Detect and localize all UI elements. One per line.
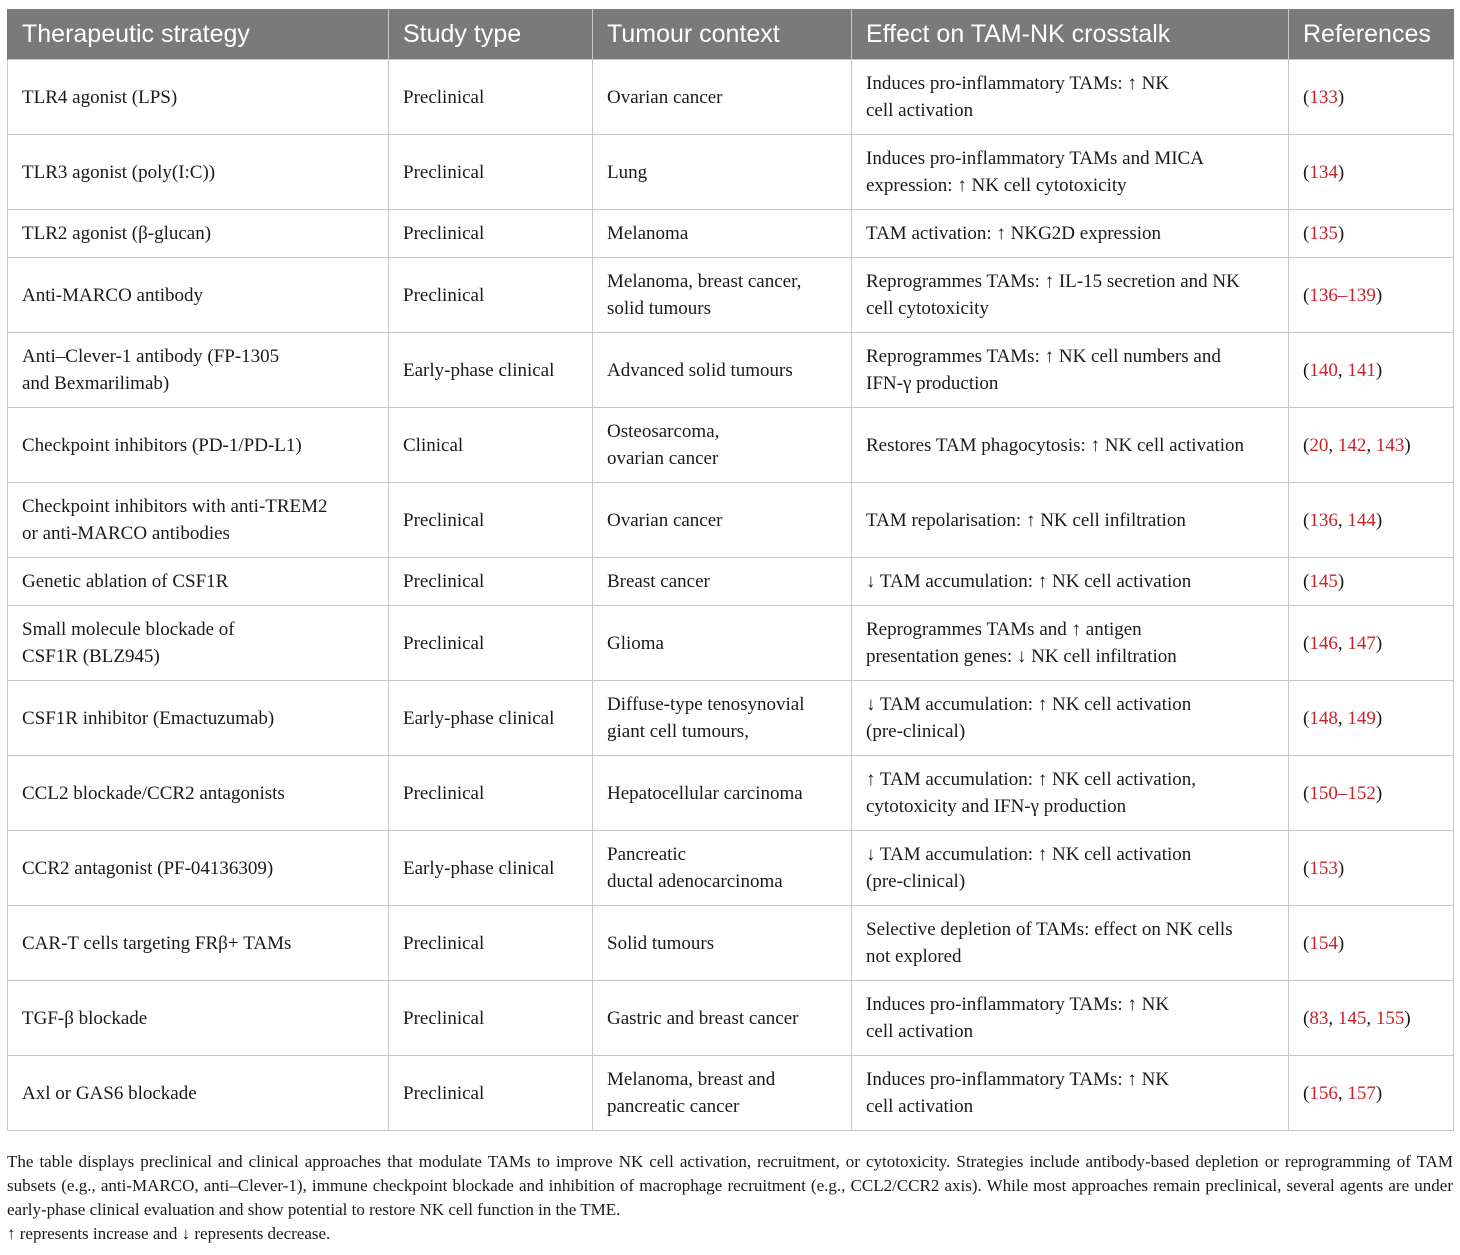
ref-close-paren: ) bbox=[1337, 223, 1345, 244]
table-row bbox=[8, 1056, 1454, 1131]
tumour-context-cell-line: Ovarian cancer bbox=[607, 509, 723, 531]
tumour-context-cell-line: ovarian cancer bbox=[607, 448, 719, 469]
effect-cell-line: Reprogrammes TAMs and ↑ antigen bbox=[866, 619, 1142, 640]
ref-separator: , bbox=[1366, 1007, 1376, 1029]
table-row bbox=[8, 831, 1454, 906]
strategy-cell-line: CSF1R (BLZ945) bbox=[22, 646, 160, 667]
effect-cell-line: cell activation bbox=[866, 100, 974, 121]
strategy-cell-line: Anti-MARCO antibody bbox=[22, 284, 204, 306]
references-cell bbox=[1289, 681, 1454, 756]
study-type-cell: Preclinical bbox=[389, 606, 593, 681]
effect-cell-line: (pre-clinical) bbox=[866, 721, 966, 742]
ref-close-paren: ) bbox=[1337, 857, 1345, 879]
ref-close-paren: ) bbox=[1404, 434, 1411, 456]
table-row bbox=[8, 756, 1454, 831]
ref-open-paren: ( bbox=[1303, 509, 1310, 531]
strategy-cell bbox=[8, 1056, 389, 1131]
reference-link[interactable]: 141 bbox=[1347, 359, 1376, 381]
tumour-context-cell-line: Hepatocellular carcinoma bbox=[607, 782, 803, 804]
effect-cell-line: cell activation bbox=[866, 1096, 974, 1117]
effect-cell bbox=[852, 981, 1289, 1056]
study-type-cell: Preclinical bbox=[389, 258, 593, 333]
tumour-context-cell bbox=[593, 906, 852, 981]
ref-open-paren: ( bbox=[1303, 223, 1310, 244]
effect-cell bbox=[852, 333, 1289, 408]
ref-open-paren: ( bbox=[1303, 782, 1310, 804]
reference-link[interactable]: 20 bbox=[1309, 434, 1329, 456]
tumour-context-cell-line: Lung bbox=[607, 161, 648, 183]
strategy-cell-line: Checkpoint inhibitors (PD-1/PD-L1) bbox=[22, 434, 302, 456]
strategy-cell bbox=[8, 681, 389, 756]
ref-open-paren: ( bbox=[1303, 161, 1310, 183]
effect-cell-line: Reprogrammes TAMs: ↑ NK cell numbers and bbox=[866, 346, 1221, 367]
column-header-tumour-context: Tumour context bbox=[593, 9, 852, 60]
table-row bbox=[8, 906, 1454, 981]
effect-cell-line: TAM repolarisation: ↑ NK cell infiltration bbox=[866, 509, 1186, 531]
reference-link[interactable]: 157 bbox=[1347, 1082, 1376, 1104]
strategy-cell bbox=[8, 606, 389, 681]
reference-link[interactable]: 135 bbox=[1309, 223, 1338, 244]
effect-cell-line: IFN-γ production bbox=[866, 373, 999, 394]
study-type-cell: Early-phase clinical bbox=[389, 333, 593, 408]
reference-link[interactable]: 144 bbox=[1347, 509, 1376, 531]
ref-open-paren: ( bbox=[1303, 707, 1310, 729]
tumour-context-cell bbox=[593, 981, 852, 1056]
strategy-cell bbox=[8, 135, 389, 210]
tumour-context-cell bbox=[593, 258, 852, 333]
tumour-context-cell-line: giant cell tumours, bbox=[607, 721, 749, 742]
reference-link[interactable]: 136–139 bbox=[1309, 284, 1376, 306]
study-type-cell: Early-phase clinical bbox=[389, 831, 593, 906]
column-header-effect: Effect on TAM-NK crosstalk bbox=[852, 9, 1289, 60]
tumour-context-cell bbox=[593, 558, 852, 606]
references-cell bbox=[1289, 831, 1454, 906]
effect-cell bbox=[852, 210, 1289, 258]
effect-cell-line: expression: ↑ NK cell cytotoxicity bbox=[866, 175, 1127, 196]
effect-cell bbox=[852, 906, 1289, 981]
column-header-study-type: Study type bbox=[389, 9, 593, 60]
header-row bbox=[8, 9, 1454, 60]
effect-cell bbox=[852, 558, 1289, 606]
effect-cell bbox=[852, 258, 1289, 333]
references-cell bbox=[1289, 483, 1454, 558]
effect-cell bbox=[852, 681, 1289, 756]
strategy-cell-line: CAR-T cells targeting FRβ+ TAMs bbox=[22, 932, 292, 954]
reference-link[interactable]: 146 bbox=[1309, 632, 1338, 654]
ref-separator: , bbox=[1366, 434, 1376, 456]
effect-cell-line: TAM activation: ↑ NKG2D expression bbox=[866, 223, 1162, 244]
ref-open-paren: ( bbox=[1303, 359, 1310, 381]
footnote-legend: ↑ represents increase and ↓ represents decrease. bbox=[7, 1224, 331, 1243]
ref-separator: , bbox=[1337, 1082, 1348, 1104]
references-cell bbox=[1289, 258, 1454, 333]
strategy-cell bbox=[8, 981, 389, 1056]
ref-separator: , bbox=[1337, 707, 1348, 729]
strategy-cell bbox=[8, 258, 389, 333]
reference-link[interactable]: 145 bbox=[1309, 571, 1338, 592]
ref-open-paren: ( bbox=[1303, 284, 1310, 306]
tumour-context-cell-line: pancreatic cancer bbox=[607, 1096, 740, 1117]
ref-close-paren: ) bbox=[1404, 1007, 1411, 1029]
table-row bbox=[8, 681, 1454, 756]
effect-cell-line: ↓ TAM accumulation: ↑ NK cell activation bbox=[866, 844, 1192, 865]
strategy-cell-line: CSF1R inhibitor (Emactuzumab) bbox=[22, 707, 275, 729]
reference-link[interactable]: 134 bbox=[1309, 161, 1338, 183]
tumour-context-cell-line: Melanoma, breast and bbox=[607, 1069, 776, 1090]
column-header-strategy: Therapeutic strategy bbox=[8, 9, 389, 60]
table-row bbox=[8, 483, 1454, 558]
references-cell bbox=[1289, 906, 1454, 981]
ref-close-paren: ) bbox=[1375, 782, 1383, 804]
effect-cell-line: cell activation bbox=[866, 1021, 974, 1042]
tumour-context-cell-line: Osteosarcoma, bbox=[607, 421, 720, 442]
tumour-context-cell bbox=[593, 60, 852, 135]
strategy-cell-line: TLR4 agonist (LPS) bbox=[22, 86, 178, 108]
tumour-context-cell bbox=[593, 333, 852, 408]
references-cell bbox=[1289, 606, 1454, 681]
strategy-cell-line: Anti–Clever-1 antibody (FP-1305 bbox=[22, 346, 280, 367]
tumour-context-cell bbox=[593, 408, 852, 483]
table-row bbox=[8, 210, 1454, 258]
strategy-cell-line: CCL2 blockade/CCR2 antagonists bbox=[22, 782, 285, 804]
tumour-context-cell-line: Solid tumours bbox=[607, 932, 715, 954]
effect-cell-line: cytotoxicity and IFN-γ production bbox=[866, 796, 1127, 817]
tumour-context-cell-line: Ovarian cancer bbox=[607, 86, 723, 108]
reference-link[interactable]: 154 bbox=[1309, 932, 1338, 954]
effect-cell-line: not explored bbox=[866, 946, 962, 967]
effect-cell bbox=[852, 408, 1289, 483]
study-type-cell: Preclinical bbox=[389, 558, 593, 606]
ref-open-paren: ( bbox=[1303, 932, 1310, 954]
ref-separator: , bbox=[1337, 359, 1348, 381]
ref-close-paren: ) bbox=[1375, 284, 1383, 306]
tumour-context-cell-line: ductal adenocarcinoma bbox=[607, 871, 783, 892]
strategy-cell bbox=[8, 756, 389, 831]
ref-close-paren: ) bbox=[1375, 509, 1383, 531]
ref-close-paren: ) bbox=[1375, 632, 1383, 654]
ref-close-paren: ) bbox=[1337, 86, 1345, 108]
effect-cell bbox=[852, 606, 1289, 681]
strategy-cell-line: TLR3 agonist (poly(I:C)) bbox=[22, 161, 216, 183]
study-type-cell: Preclinical bbox=[389, 981, 593, 1056]
effect-cell-line: presentation genes: ↓ NK cell infiltration bbox=[866, 646, 1177, 667]
effect-cell-line: Induces pro-inflammatory TAMs and MICA bbox=[866, 148, 1204, 169]
footnote-description: The table displays preclinical and clinical approaches that modulate TAMs to improve NK cell activation, recruitment, or cytotoxicity. Strategies include antibody-based depletion or reprogramming of TAM subsets (e.g., anti-MARCO, anti–Clever-1), immune checkpoint blockade and inhibition of macrophage recruitment (e.g., CCL2/CCR2 axis). While most approaches remain preclinical, several agents are under early-phase clinical evaluation and show potential to restore NK cell function in the TME. bbox=[7, 1152, 1453, 1219]
strategy-cell-line: Small molecule blockade of bbox=[22, 619, 235, 640]
strategy-cell bbox=[8, 333, 389, 408]
effect-cell bbox=[852, 60, 1289, 135]
table-row bbox=[8, 135, 1454, 210]
references-cell bbox=[1289, 558, 1454, 606]
reference-link[interactable]: 147 bbox=[1347, 632, 1376, 654]
effect-cell bbox=[852, 756, 1289, 831]
column-header-references: References bbox=[1289, 9, 1454, 60]
study-type-cell: Preclinical bbox=[389, 756, 593, 831]
reference-link[interactable]: 142 bbox=[1337, 434, 1367, 456]
tumour-context-cell bbox=[593, 210, 852, 258]
reference-link[interactable]: 140 bbox=[1309, 359, 1338, 381]
table-row bbox=[8, 981, 1454, 1056]
ref-close-paren: ) bbox=[1337, 161, 1345, 183]
ref-open-paren: ( bbox=[1303, 1007, 1310, 1029]
ref-open-paren: ( bbox=[1303, 434, 1310, 456]
strategy-cell-line: CCR2 antagonist (PF-04136309) bbox=[22, 857, 274, 879]
tumour-context-cell-line: Melanoma, breast cancer, bbox=[607, 271, 802, 292]
strategy-cell bbox=[8, 210, 389, 258]
strategy-cell bbox=[8, 408, 389, 483]
strategy-cell-line: or anti-MARCO antibodies bbox=[22, 523, 230, 544]
effect-cell-line: cell cytotoxicity bbox=[866, 298, 989, 319]
strategy-cell bbox=[8, 831, 389, 906]
effect-cell-line: Restores TAM phagocytosis: ↑ NK cell activation bbox=[866, 434, 1245, 456]
effect-cell-line: Reprogrammes TAMs: ↑ IL-15 secretion and NK bbox=[866, 271, 1240, 292]
reference-link[interactable]: 148 bbox=[1309, 707, 1338, 729]
study-type-cell: Preclinical bbox=[389, 210, 593, 258]
ref-separator: , bbox=[1328, 1007, 1338, 1029]
strategy-cell bbox=[8, 906, 389, 981]
effect-cell-line: Selective depletion of TAMs: effect on NK cells bbox=[866, 919, 1233, 940]
ref-close-paren: ) bbox=[1375, 707, 1383, 729]
tumour-context-cell-line: Breast cancer bbox=[607, 571, 710, 592]
strategy-cell bbox=[8, 483, 389, 558]
reference-link[interactable]: 83 bbox=[1309, 1007, 1329, 1029]
table-row bbox=[8, 408, 1454, 483]
ref-separator: , bbox=[1337, 632, 1348, 654]
ref-open-paren: ( bbox=[1303, 571, 1310, 592]
effect-cell-line: Induces pro-inflammatory TAMs: ↑ NK bbox=[866, 994, 1170, 1015]
reference-link[interactable]: 143 bbox=[1375, 434, 1405, 456]
table-row bbox=[8, 258, 1454, 333]
ref-close-paren: ) bbox=[1375, 1082, 1383, 1104]
effect-cell-line: ↓ TAM accumulation: ↑ NK cell activation bbox=[866, 571, 1192, 592]
ref-open-paren: ( bbox=[1303, 86, 1310, 108]
tumour-context-cell bbox=[593, 831, 852, 906]
reference-link[interactable]: 153 bbox=[1309, 857, 1338, 879]
table-row bbox=[8, 606, 1454, 681]
tumour-context-cell bbox=[593, 135, 852, 210]
effect-cell-line: (pre-clinical) bbox=[866, 871, 966, 892]
study-type-cell: Preclinical bbox=[389, 60, 593, 135]
strategy-cell-line: TGF-β blockade bbox=[22, 1007, 148, 1029]
effect-cell bbox=[852, 135, 1289, 210]
table-footnote bbox=[7, 1150, 1453, 1246]
tumour-context-cell bbox=[593, 606, 852, 681]
effect-cell bbox=[852, 483, 1289, 558]
effect-cell bbox=[852, 1056, 1289, 1131]
references-cell bbox=[1289, 60, 1454, 135]
references-cell bbox=[1289, 1056, 1454, 1131]
strategy-cell-line: Axl or GAS6 blockade bbox=[22, 1082, 197, 1104]
study-type-cell: Preclinical bbox=[389, 483, 593, 558]
reference-link[interactable]: 156 bbox=[1309, 1082, 1338, 1104]
effect-cell bbox=[852, 831, 1289, 906]
strategy-cell-line: and Bexmarilimab) bbox=[22, 373, 170, 394]
table-row bbox=[8, 333, 1454, 408]
tumour-context-cell bbox=[593, 483, 852, 558]
ref-separator: , bbox=[1328, 434, 1338, 456]
references-cell bbox=[1289, 408, 1454, 483]
study-type-cell: Early-phase clinical bbox=[389, 681, 593, 756]
reference-link[interactable]: 155 bbox=[1375, 1007, 1405, 1029]
references-cell bbox=[1289, 135, 1454, 210]
tumour-context-cell-line: Diffuse-type tenosynovial bbox=[607, 694, 805, 715]
tumour-context-cell-line: Gastric and breast cancer bbox=[607, 1007, 799, 1029]
references-cell bbox=[1289, 210, 1454, 258]
ref-close-paren: ) bbox=[1337, 571, 1345, 592]
tumour-context-cell-line: solid tumours bbox=[607, 298, 711, 319]
references-cell bbox=[1289, 333, 1454, 408]
tumour-context-cell-line: Advanced solid tumours bbox=[607, 359, 793, 381]
tumour-context-cell-line: Pancreatic bbox=[607, 844, 687, 865]
references-cell bbox=[1289, 981, 1454, 1056]
therapeutic-strategies-table bbox=[7, 9, 1454, 1131]
strategy-cell-line: TLR2 agonist (β-glucan) bbox=[22, 223, 212, 244]
tumour-context-cell bbox=[593, 681, 852, 756]
ref-close-paren: ) bbox=[1375, 359, 1383, 381]
ref-separator: , bbox=[1337, 509, 1348, 531]
reference-link[interactable]: 133 bbox=[1309, 86, 1338, 108]
effect-cell-line: Induces pro-inflammatory TAMs: ↑ NK bbox=[866, 1069, 1170, 1090]
ref-open-paren: ( bbox=[1303, 857, 1310, 879]
strategy-cell bbox=[8, 60, 389, 135]
reference-link[interactable]: 145 bbox=[1337, 1007, 1367, 1029]
tumour-context-cell bbox=[593, 1056, 852, 1131]
strategy-cell-line: Checkpoint inhibitors with anti-TREM2 bbox=[22, 496, 328, 517]
effect-cell-line: ↑ TAM accumulation: ↑ NK cell activation, bbox=[866, 769, 1197, 790]
strategy-cell bbox=[8, 558, 389, 606]
study-type-cell: Preclinical bbox=[389, 1056, 593, 1131]
study-type-cell: Preclinical bbox=[389, 135, 593, 210]
ref-open-paren: ( bbox=[1303, 632, 1310, 654]
ref-open-paren: ( bbox=[1303, 1082, 1310, 1104]
table-row bbox=[8, 60, 1454, 135]
table-row bbox=[8, 558, 1454, 606]
reference-link[interactable]: 150–152 bbox=[1309, 782, 1376, 804]
effect-cell-line: ↓ TAM accumulation: ↑ NK cell activation bbox=[866, 694, 1192, 715]
study-type-cell: Preclinical bbox=[389, 906, 593, 981]
strategy-cell-line: Genetic ablation of CSF1R bbox=[22, 571, 229, 592]
reference-link[interactable]: 149 bbox=[1347, 707, 1376, 729]
study-type-cell: Clinical bbox=[389, 408, 593, 483]
tumour-context-cell-line: Melanoma bbox=[607, 223, 689, 244]
effect-cell-line: Induces pro-inflammatory TAMs: ↑ NK bbox=[866, 73, 1170, 94]
ref-close-paren: ) bbox=[1337, 932, 1345, 954]
tumour-context-cell-line: Glioma bbox=[607, 632, 664, 654]
reference-link[interactable]: 136 bbox=[1309, 509, 1338, 531]
tumour-context-cell bbox=[593, 756, 852, 831]
references-cell bbox=[1289, 756, 1454, 831]
